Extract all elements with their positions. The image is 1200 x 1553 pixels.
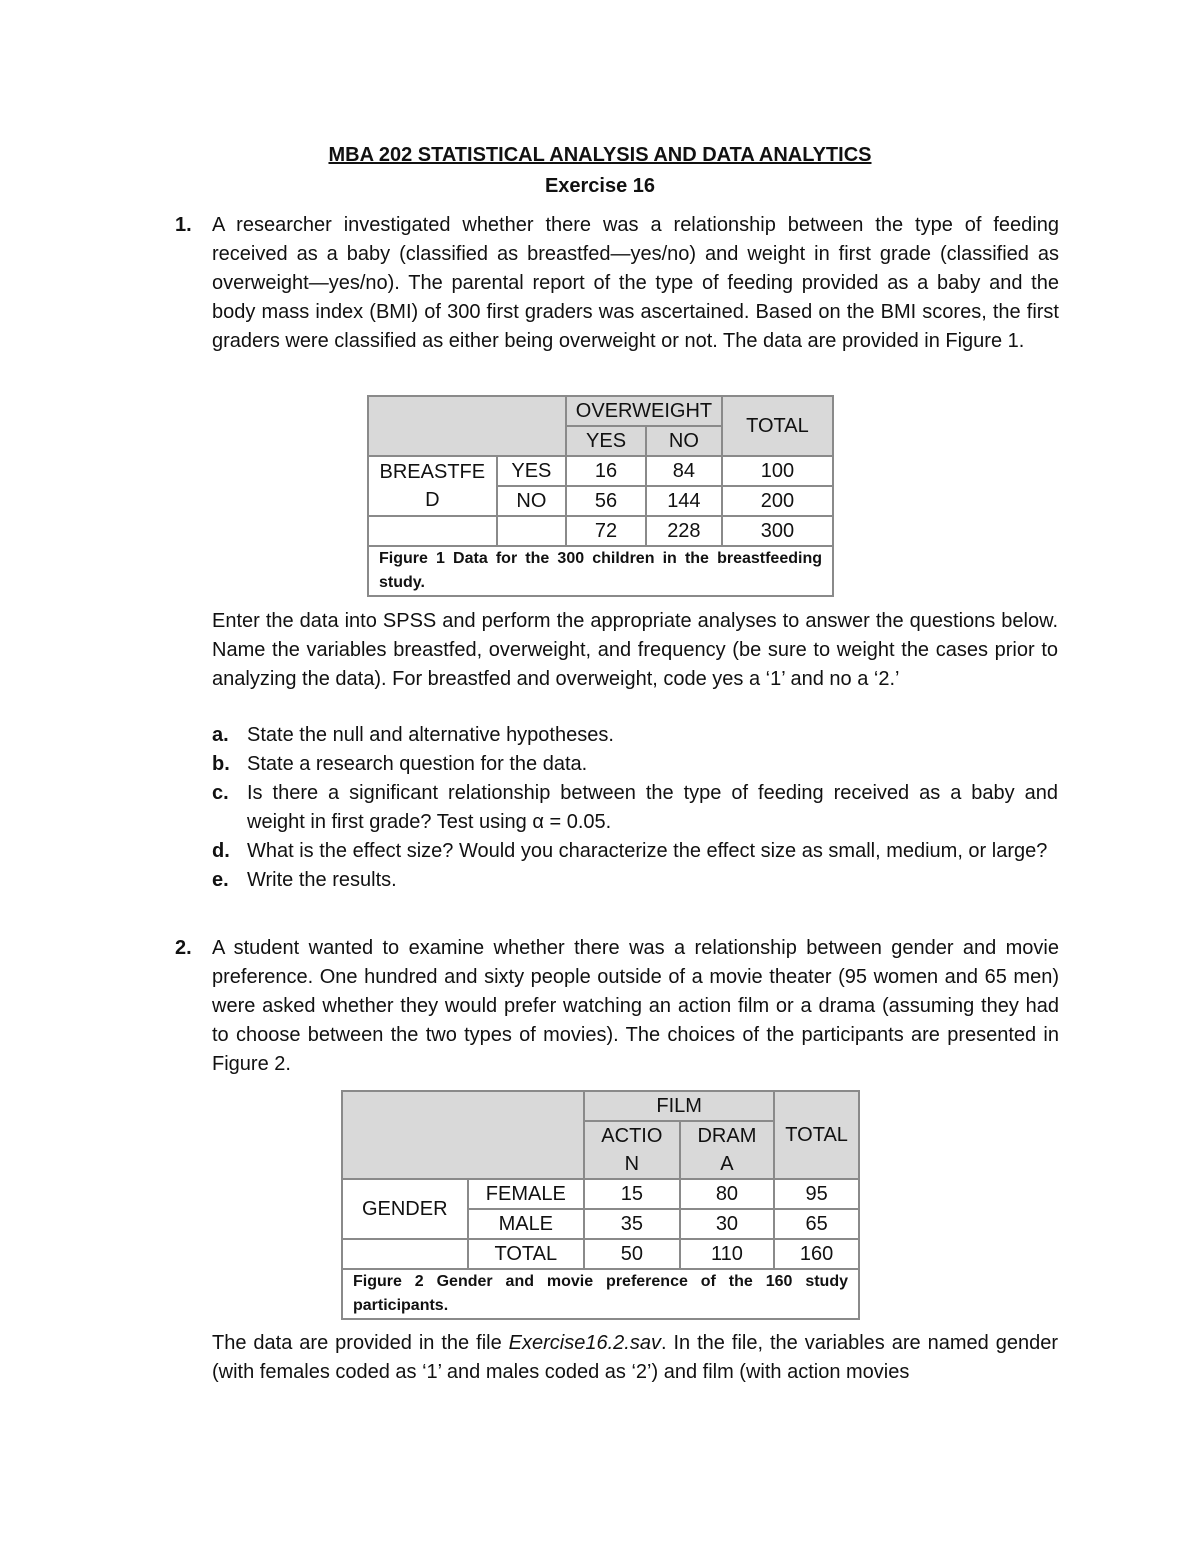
table-cell: 65 [774,1209,859,1239]
header-line: DRAM [697,1125,757,1147]
sub-question-text: Write the results. [247,869,397,891]
sub-question-letter: c. [212,782,229,804]
empty-cell [368,516,497,546]
table-cell: 84 [646,456,722,486]
table-cell: 160 [774,1239,859,1269]
figure-2-table [341,1090,860,1320]
sub-question-letter: e. [212,869,229,891]
table-cell: 56 [566,486,646,516]
row-label: YES [497,456,567,486]
col-group-header: FILM [584,1091,774,1121]
paragraph-text: The data are provided in the file [212,1332,509,1354]
row-group-header: GENDER [342,1179,468,1239]
col-no-header: NO [646,426,722,456]
figure-1-table [367,395,834,597]
col-drama-header [680,1121,775,1179]
table-cell: 30 [680,1209,775,1239]
col-total-header: TOTAL [722,396,833,456]
sub-question-letter: a. [212,724,229,746]
sub-question-letter: b. [212,753,230,775]
sub-question [212,750,1058,779]
table-cell: 50 [584,1239,680,1269]
sub-question [212,721,1058,750]
question-1 [175,211,1059,356]
corner-cell [368,396,566,456]
row-group-line: BREASTFE [379,461,486,483]
corner-cell [342,1091,584,1179]
table-cell: 15 [584,1179,680,1209]
table-cell: 100 [722,456,833,486]
col-group-header: OVERWEIGHT [566,396,722,426]
empty-cell [342,1239,468,1269]
sub-question-text: Is there a significant relationship between the type of feeding received as a baby and weight in first grade? Test using α = 0.05. [247,782,1058,833]
question-2 [175,934,1059,1079]
row-group-line: D [425,489,440,511]
table-cell: 110 [680,1239,775,1269]
table-cell: 228 [646,516,722,546]
table-cell: 95 [774,1179,859,1209]
question-text: A researcher investigated whether there was a relationship between the type of feeding received as a baby (classified as breastfed—yes/no) and weight in first grade (classified as overweight—yes/no). The parental report of the type of feeding provided as a baby and the body mass index (BMI) of 300 first graders was ascertained. Based on the BMI scores, the first graders were classified as either being overweight or not. The data are provided in Figure 1. [212,214,1059,352]
sub-question-text: State a research question for the data. [247,753,588,775]
document-title: MBA 202 STATISTICAL ANALYSIS AND DATA ANALYTICS [328,144,872,166]
question-number: 1. [175,214,192,236]
figure-caption: Figure 1 Data for the 300 children in the breastfeeding study. [368,546,833,596]
row-label: TOTAL [468,1239,585,1269]
row-label: NO [497,486,567,516]
sub-question [212,779,1058,837]
table-cell: 200 [722,486,833,516]
row-label [497,516,567,546]
data-file-name: Exercise16.2.sav [508,1332,661,1354]
question-1-items [212,721,1058,895]
paragraph-text: . In the file, the variables are named gender (with females coded as ‘1’ and males coded as ‘2’) and film (with action movies [212,1332,1058,1383]
col-action-header [584,1121,680,1179]
table-cell: 72 [566,516,646,546]
table-cell: 35 [584,1209,680,1239]
instructions-paragraph: Enter the data into SPSS and perform the appropriate analyses to answer the questions below. Name the variables breastfed, overweight, and frequency (be sure to weight the cases prior to analyzing the data). For breastfed and overweight, code yes a ‘1’ and no a ‘2.’ [212,610,1058,690]
sub-question [212,837,1058,866]
col-yes-header: YES [566,426,646,456]
figure-caption: Figure 2 Gender and movie preference of the 160 study participants. [342,1269,859,1319]
header-line: N [624,1153,640,1175]
table-cell: 16 [566,456,646,486]
data-file-paragraph [212,1329,1058,1387]
header-line: ACTIO [601,1125,663,1147]
col-total-header: TOTAL [774,1091,859,1179]
table-cell: 300 [722,516,833,546]
sub-question-text: State the null and alternative hypotheses. [247,724,614,746]
question-number: 2. [175,937,192,959]
sub-question-letter: d. [212,840,230,862]
sub-question-text: What is the effect size? Would you characterize the effect size as small, medium, or large? [247,840,1048,862]
question-text: A student wanted to examine whether there was a relationship between gender and movie preference. One hundred and sixty people outside of a movie theater (95 women and 65 men) were asked whether they would prefer watching an action film or a drama (assuming they had to choose between the two types of movies). The choices of the participants are presented in Figure 2. [212,937,1059,1075]
exercise-subtitle: Exercise 16 [544,175,656,197]
row-label: MALE [468,1209,585,1239]
table-cell: 144 [646,486,722,516]
table-cell: 80 [680,1179,775,1209]
sub-question [212,866,1058,895]
header-line: A [720,1153,734,1175]
row-label: FEMALE [468,1179,585,1209]
row-group-header [368,456,497,516]
